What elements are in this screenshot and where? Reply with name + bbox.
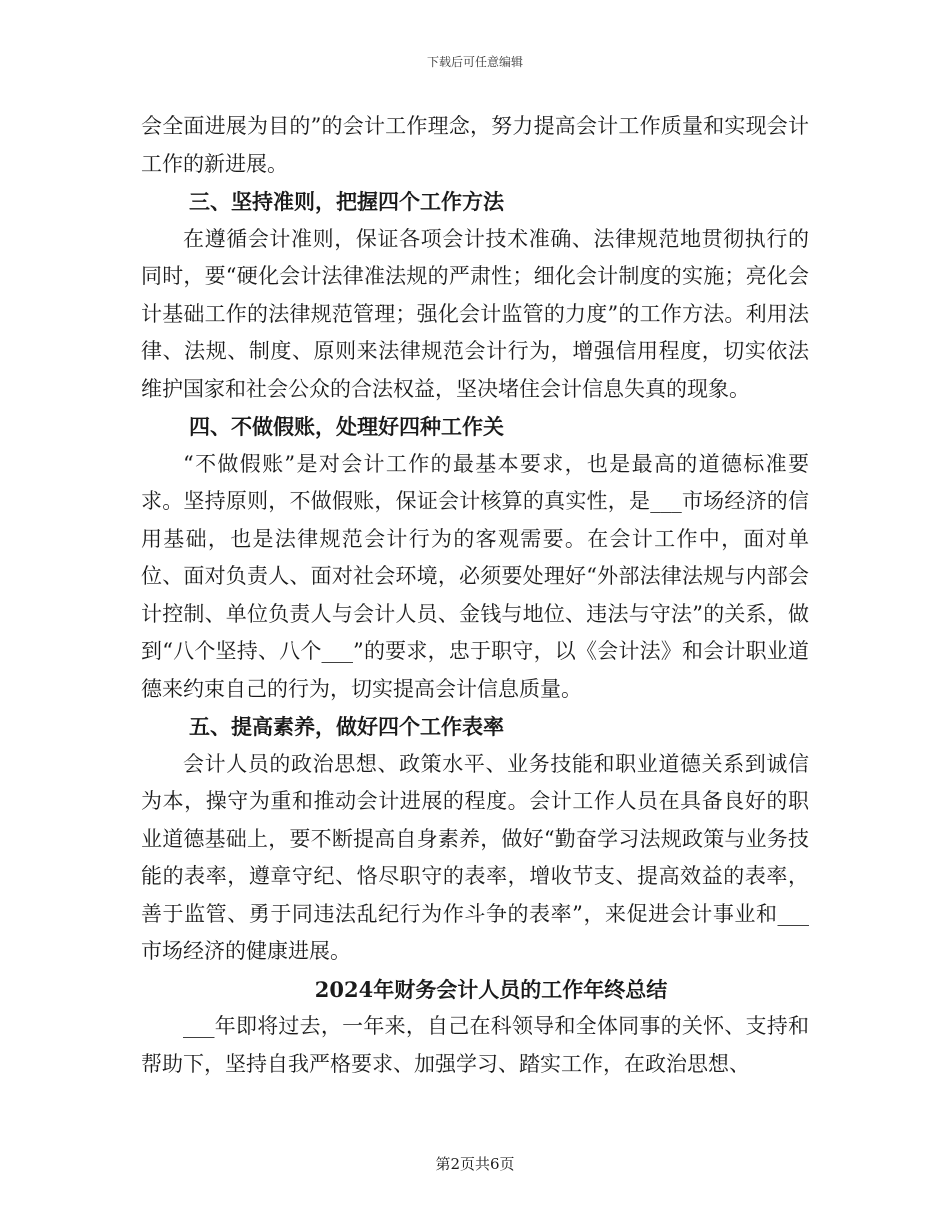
document-body — [141, 108, 809, 1083]
section-heading-5: 五、提高素养，做好四个工作表率 — [189, 714, 504, 739]
section-heading-4: 四、不做假账，处理好四种工作关 — [189, 414, 504, 439]
section-heading-3: 三、坚持准则，把握四个工作方法 — [189, 189, 504, 214]
header-note: 下载后可任意编辑 — [426, 55, 523, 69]
document-title: 2024年财务会计人员的工作年终总结 — [314, 976, 668, 1002]
page-number: 第2页共6页 — [435, 1155, 515, 1173]
paragraph-section-4: “不做假账”是对会计工作的最基本要求，也是最高的道德标准要求。坚持原则，不做假账，保证会计核算的真实性，是___市场经济的信用基础，也是法律规范会计行为的客观需要。在会计工作中，面对单位、面对负责人、面对社会环境，必须要处理好“外部法律法规与内部会计控制、单位负责人与会计人员、金钱与地位、违法与守法”的关系，做到“八个坚持、八个___”的要求，忠于职守，以《会计法》和会计职业道德来约束自己的行为，切实提高会计信息质量。 — [141, 451, 809, 701]
paragraph-section-3: 在遵循会计准则，保证各项会计技术准确、法律规范地贯彻执行的同时，要“硬化会计法律准法规的严肃性；细化会计制度的实施；亮化会计基础工作的法律规范管理；强化会计监管的力度”的工作方法。利用法律、法规、制度、原则来法律规范会计行为，增强信用程度，切实依法维护国家和社会公众的合法权益，坚决堵住会计信息失真的现象。 — [141, 226, 809, 401]
paragraph-intro: ___年即将过去，一年来，自己在科领导和全体同事的关怀、支持和帮助下，坚持自我严格要求、加强学习、踏实工作，在政治思想、 — [141, 1014, 809, 1076]
paragraph-continuation: 会全面进展为目的”的会计工作理念，努力提高会计工作质量和实现会计工作的新进展。 — [141, 114, 809, 176]
paragraph-section-5: 会计人员的政治思想、政策水平、业务技能和职业道德关系到诚信为本，操守为重和推动会计进展的程度。会计工作人员在具备良好的职业道德基础上，要不断提高自身素养，做好“勤奋学习法规政策与业务技能的表率，遵章守纪、恪尽职守的表率，增收节支、提高效益的表率，善于监管、勇于同违法乱纪行为作斗争的表率”，来促进会计事业和___市场经济的健康进展。 — [141, 751, 809, 963]
